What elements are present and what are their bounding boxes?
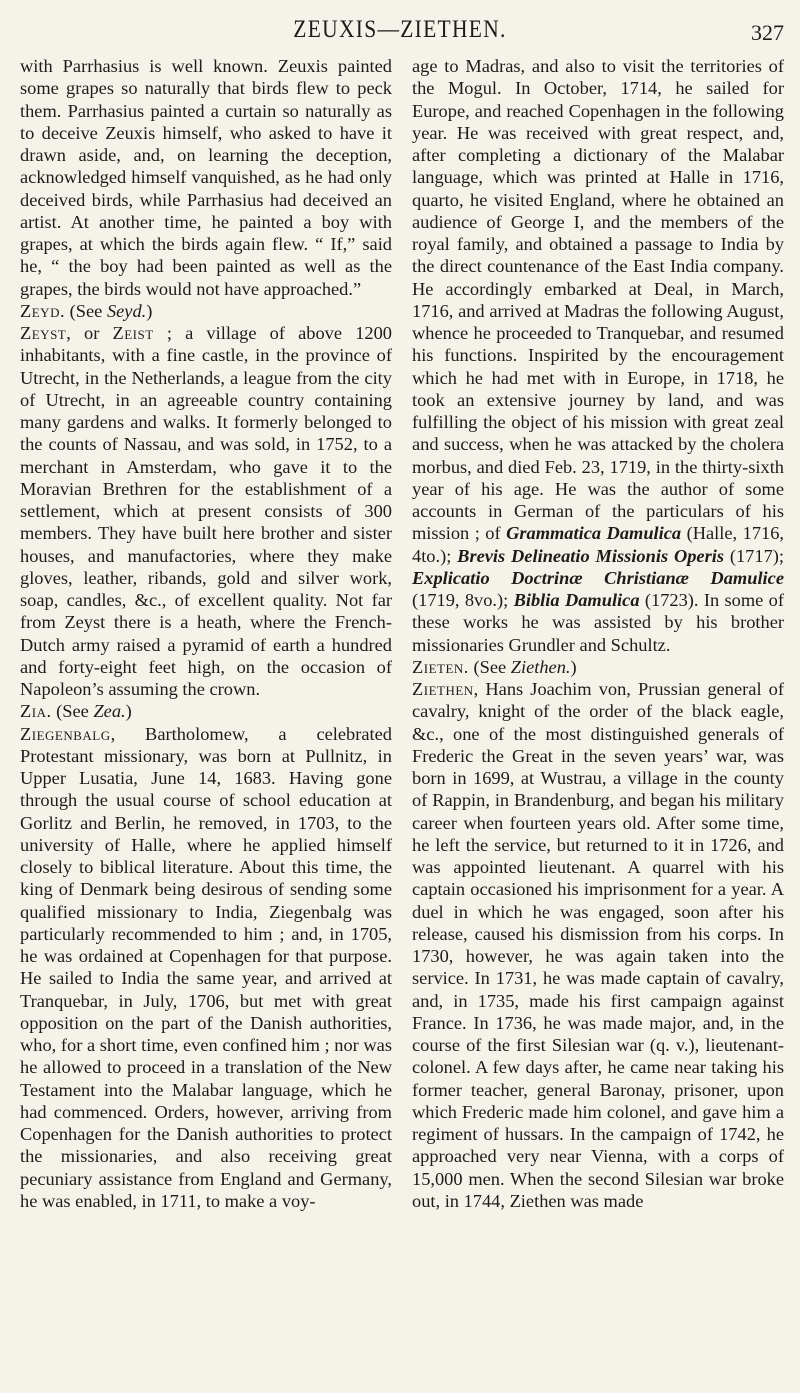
page-number: 327 xyxy=(751,20,784,45)
entry-zeyd: Zeyd. (See Seyd.) xyxy=(20,300,153,321)
right-column xyxy=(412,55,784,1212)
running-head-title: ZEUXIS—ZIETHEN. xyxy=(293,16,507,43)
entry-ziegenbalg: Ziegenbalg, Bartholomew, a celebrated Protestant missionary, was born at Pullnitz, in Upper Lusatia, June 14, 1683. Having gone through the usual course of school education at Gorlitz and Berlin, he removed, in 1703, to the university of Halle, where he applied himself closely to biblical literature. About this time, the king of Denmark being desirous of sending some qualified missionary to India, Ziegenbalg was particularly recommended to him ; and, in 1705, he was ordained at Copenhagen for that purpose. He sailed to India the same year, and arrived at Tranquebar, in July, 1706, but met with great opposition on the part of the Danish authorities, who, for a short time, even confined him ; nor was he allowed to proceed in a translation of the New Testament into the Malabar language, which he had commenced. Orders, however, arriving from Copenhagen for the Danish authorities to protect the missionaries, and also receiving great pecuniary assistance from England and Germany, he was enabled, in 1711, to make a voy- xyxy=(20,723,392,1211)
entry-zeyst: Zeyst, or Zeist ; a village of above 1200 inhabitants, with a fine castle, in the province of Utrecht, in the Netherlands, a league from the city of Utrecht, in an agreeable country containing many gardens and walks. It formerly belonged to the counts of Nassau, and was sold, in 1752, to a merchant in Amsterdam, who gave it to the Moravian Brethren for the establishment of a settlement, which at present consists of 300 members. They have built here brother and sister houses, and manufactories, where they make gloves, leather, ribands, gold and silver work, soap, candles, &c., of excellent quality. Not far from Zeyst there is a heath, where the French-Dutch army raised a pyramid of earth a hundred and forty-eight feet high, on the occasion of Napoleon’s assuming the crown. xyxy=(20,323,392,699)
running-head xyxy=(0,8,800,48)
left-column xyxy=(20,55,392,1212)
entry-ziethen: Ziethen, Hans Joachim von, Prussian general of cavalry, knight of the order of the black eagle, &c., one of the most distinguished generals of Frederic the Great in the seven years’ war, was born in 1699, at Wustrau, a village in the county of Rappin, in Brandenburg, and began his military career when fourteen years old. After some time, he left the service, but returned to it in 1726, and was appointed lieutenant. A quarrel with his captain occasioned his imprisonment for a year. A duel in which he was engaged, soon after his release, caused his dismission from his corps. In 1730, however, he was again taken into the service. In 1731, he was made captain of cavalry, and, in 1735, made his first campaign against France. In 1736, he was made major, and, in the course of the first Silesian war (q. v.), lieutenant-colonel. A few days after, he came near taking his former teacher, general Baronay, prisoner, upon which Frederic made him colonel, and gave him a regiment of hussars. In the campaign of 1742, he approached very near Vienna, with a corps of 15,000 men. When the second Silesian war broke out, in 1744, Ziethen was made xyxy=(412,679,784,1211)
paragraph-zeuxis-continued: with Parrhasius is well known. Zeuxis painted some grapes so naturally that birds flew to peck them. Parrhasius painted a curtain so naturally as to deceive Zeuxis himself, who asked to have it drawn aside, and, on learning the deception, acknowledged himself vanquished, as he had only deceived birds, while Parrhasius had deceived an artist. At another time, he painted a boy with grapes, at which the birds again flew. “ If,” said he, “ the boy had been painted as well as the grapes, the birds would not have approached.” xyxy=(20,56,392,299)
paragraph-ziegenbalg-continued: age to Madras, and also to visit the territories of the Mogul. In October, 1714, he sailed for Europe, and reached Copenhagen in the following year. He was received with great respect, and, after completing a dictionary of the Malabar language, which was printed at Halle in 1716, quarto, he visited England, where he obtained an audience of George I, and the members of the royal family, and obtained a passage to India by the direct countenance of the East India company. He accordingly embarked at Deal, in March, 1716, and arrived at Madras the following August, whence he proceeded to Tranquebar, and resumed his functions. Inspirited by the encouragement which he had met with in Europe, in 1718, he took an extensive journey by land, and was fulfilling the object of his mission with great zeal and success, when he was attacked by the cholera morbus, and died Feb. 23, 1719, in the thirty-sixth year of his age. He was the author of some accounts in German of the particulars of his mission ; of Grammatica Damulica (Halle, 1716, 4to.); Brevis Delineatio Missionis Operis (1717); Explicatio Doctrinæ Christianæ Damulice (1719, 8vo.); Biblia Damulica (1723). In some of these works he was assisted by his brother missionaries Grundler and Schultz. xyxy=(412,56,785,655)
entry-zieten: Zieten. (See Ziethen.) xyxy=(412,656,577,677)
entry-zia: Zia. (See Zea.) xyxy=(20,701,132,722)
